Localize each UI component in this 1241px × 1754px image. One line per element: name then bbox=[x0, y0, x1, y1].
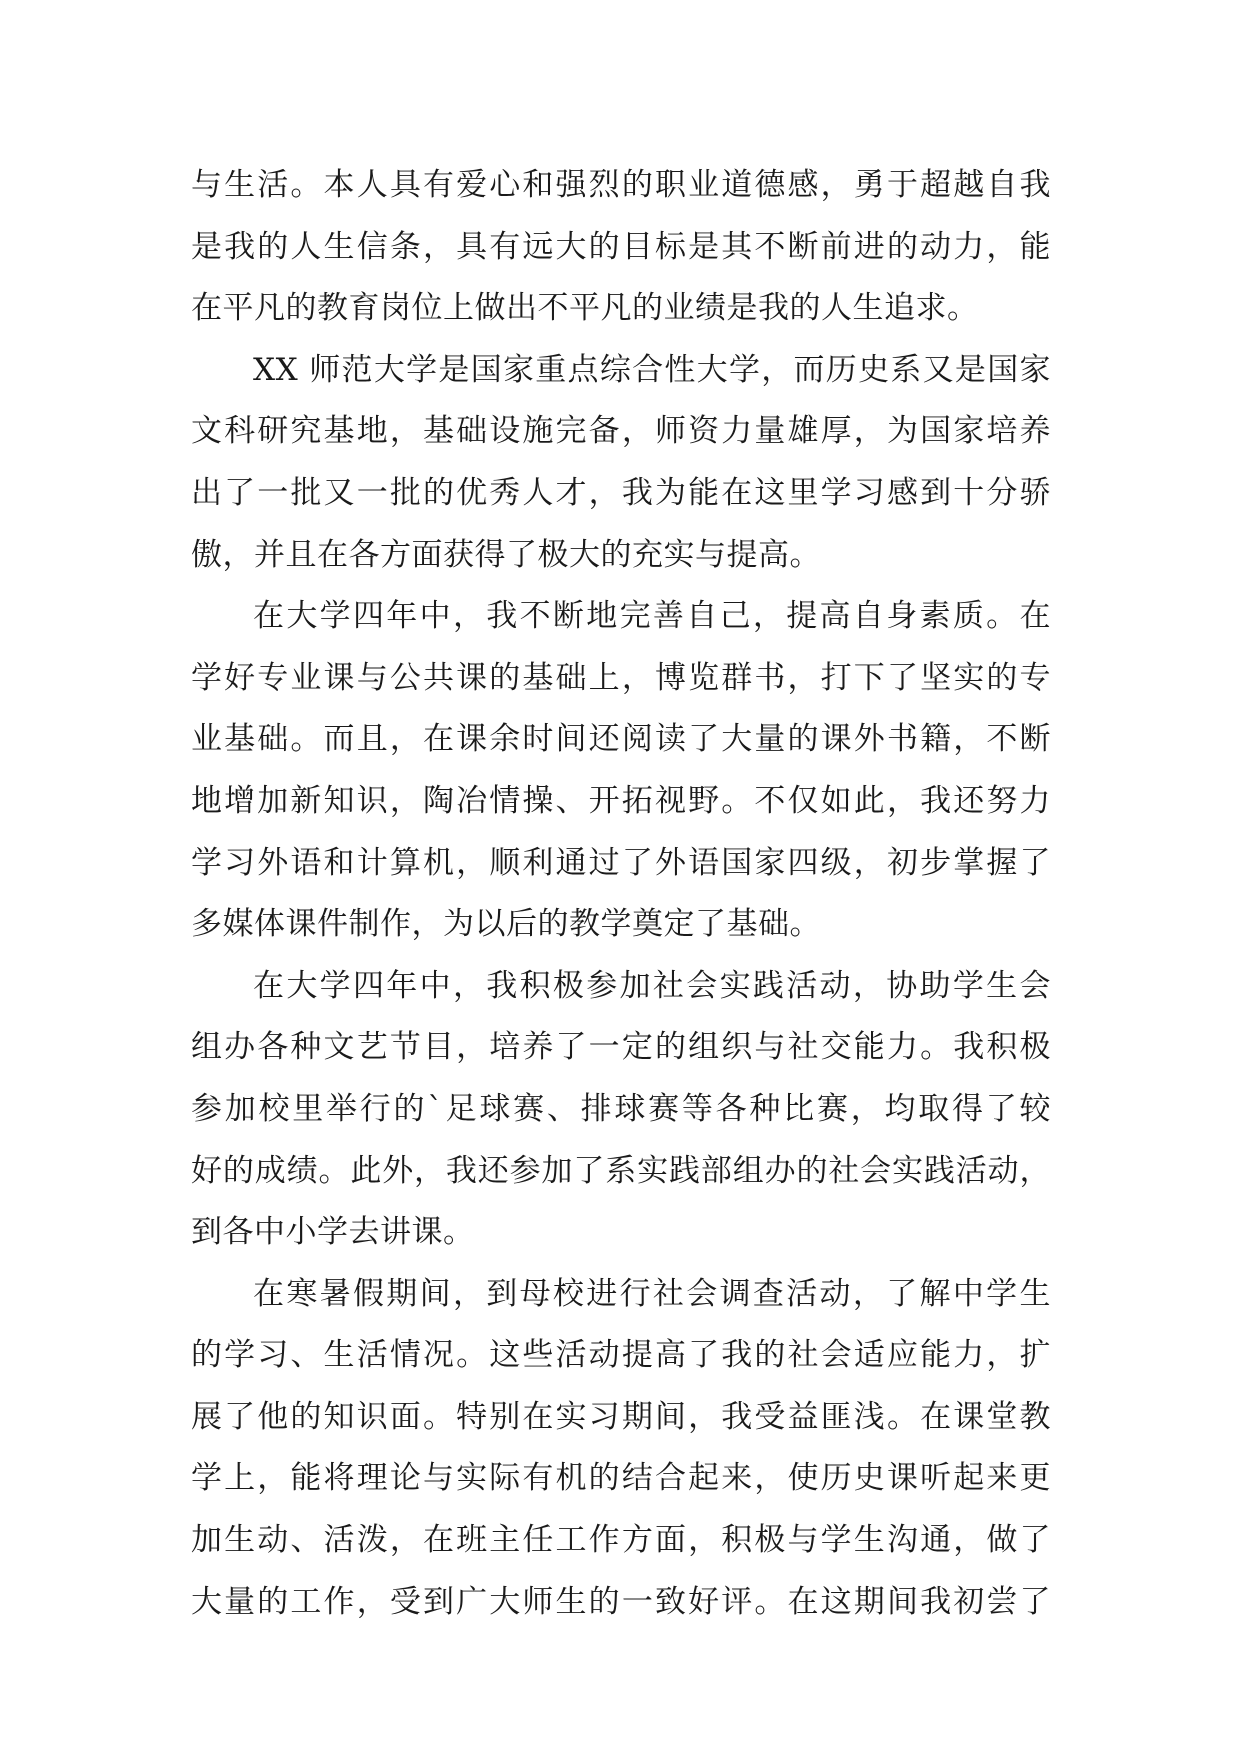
body-text bbox=[191, 155, 1051, 1633]
text-line: 学好专业课与公共课的基础上，博览群书，打下了坚实的专 bbox=[191, 659, 1051, 696]
text-line: 文科研究基地，基础设施完备，师资力量雄厚，为国家培养 bbox=[191, 413, 1051, 450]
text-line: 业基础。而且，在课余时间还阅读了大量的课外书籍，不断 bbox=[191, 721, 1051, 758]
text-line: 到各中小学去讲课。 bbox=[191, 1214, 475, 1251]
text-line: 展了他的知识面。特别在实习期间，我受益匪浅。在课堂教 bbox=[191, 1398, 1051, 1435]
text-line: 学上，能将理论与实际有机的结合起来，使历史课听起来更 bbox=[191, 1460, 1051, 1497]
text-line: 在大学四年中，我不断地完善自己，提高自身素质。在 bbox=[253, 598, 1051, 635]
text-line: 大量的工作，受到广大师生的一致好评。在这期间我初尝了 bbox=[191, 1583, 1051, 1620]
text-line: 学习外语和计算机，顺利通过了外语国家四级，初步掌握了 bbox=[191, 844, 1051, 881]
text-line: 在寒暑假期间，到母校进行社会调查活动，了解中学生 bbox=[253, 1275, 1051, 1312]
text-line: 傲，并且在各方面获得了极大的充实与提高。 bbox=[191, 536, 821, 573]
text-line: 好的成绩。此外，我还参加了系实践部组办的社会实践活动， bbox=[191, 1152, 1051, 1189]
text-line: 组办各种文艺节目，培养了一定的组织与社交能力。我积极 bbox=[191, 1029, 1051, 1066]
text-line: 出了一批又一批的优秀人才，我为能在这里学习感到十分骄 bbox=[191, 474, 1051, 511]
text-line: 参加校里举行的`足球赛、排球赛等各种比赛，均取得了较 bbox=[191, 1090, 1051, 1127]
text-line: XX 师范大学是国家重点综合性大学，而历史系又是国家 bbox=[253, 351, 1051, 388]
text-line: 在平凡的教育岗位上做出不平凡的业绩是我的人生追求。 bbox=[191, 290, 979, 327]
text-line: 在大学四年中，我积极参加社会实践活动，协助学生会 bbox=[253, 967, 1051, 1004]
text-line: 的学习、生活情况。这些活动提高了我的社会适应能力，扩 bbox=[191, 1337, 1051, 1374]
text-line: 加生动、活泼，在班主任工作方面，积极与学生沟通，做了 bbox=[191, 1522, 1051, 1559]
text-line: 多媒体课件制作，为以后的教学奠定了基础。 bbox=[191, 906, 821, 943]
text-line: 地增加新知识，陶冶情操、开拓视野。不仅如此，我还努力 bbox=[191, 782, 1051, 819]
text-line: 与生活。本人具有爱心和强烈的职业道德感，勇于超越自我 bbox=[191, 167, 1051, 203]
text-line: 是我的人生信条，具有远大的目标是其不断前进的动力，能 bbox=[191, 228, 1051, 265]
